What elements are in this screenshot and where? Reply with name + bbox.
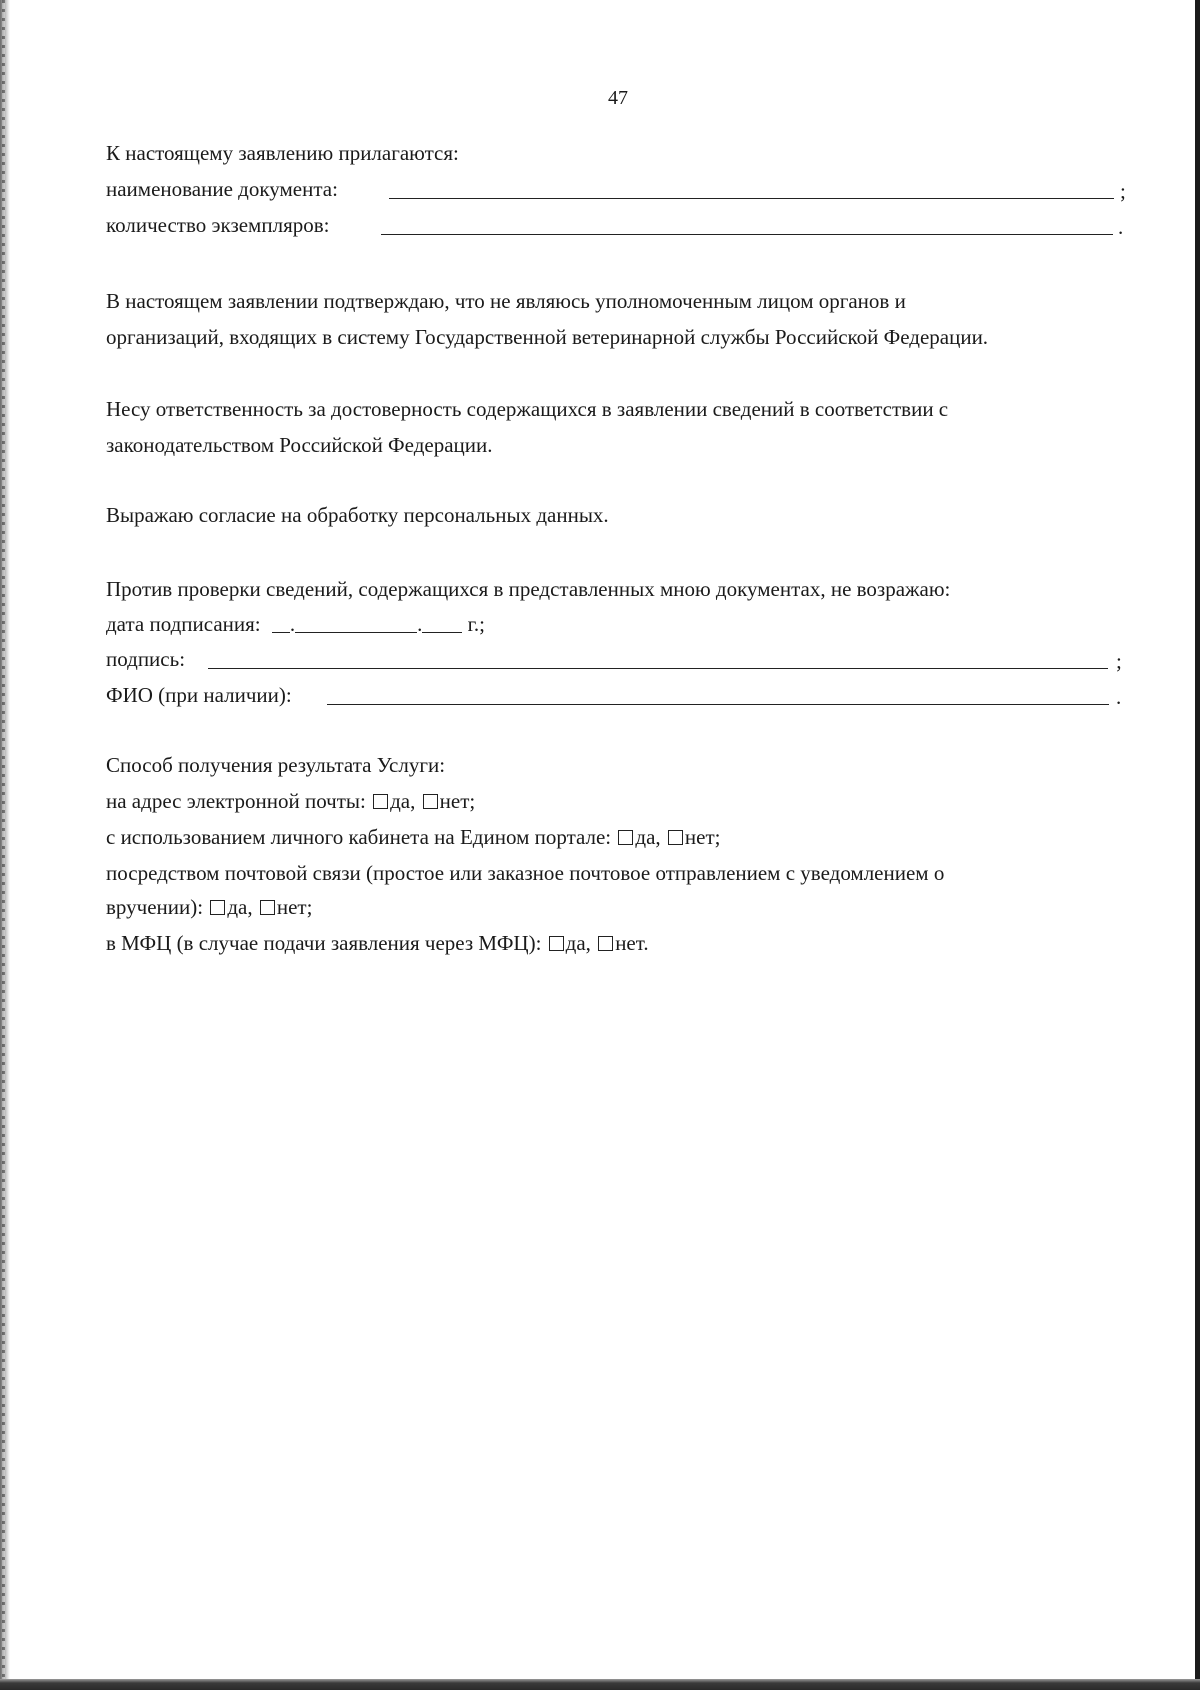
verification-heading: Против проверки сведений, содержащихся в представленных мною документах, не возражаю: bbox=[106, 577, 951, 601]
doc-name-end: ; bbox=[1120, 179, 1126, 203]
date-year-blank[interactable] bbox=[422, 614, 462, 633]
consent-text: Выражаю согласие на обработку персональных данных. bbox=[106, 503, 609, 527]
delivery-heading: Способ получения результата Услуги: bbox=[106, 753, 446, 777]
delivery-post-yes-checkbox[interactable] bbox=[210, 900, 225, 915]
delivery-post-yes-label: да, bbox=[227, 895, 253, 919]
confirm-line-2: организаций, входящих в систему Государственной ветеринарной службы Российской Федерации. bbox=[106, 325, 989, 349]
confirm-line-1: В настоящем заявлении подтверждаю, что не являюсь уполномоченным лицом органов и bbox=[106, 289, 906, 313]
responsibility-line-2: законодательством Российской Федерации. bbox=[106, 433, 493, 457]
delivery-mfc-no-checkbox[interactable] bbox=[598, 936, 613, 951]
delivery-post-line-1: посредством почтовой связи (простое или заказное почтовое отправлением с уведомлением о bbox=[106, 861, 945, 885]
delivery-portal-yes-label: да, bbox=[635, 825, 661, 849]
delivery-portal-row bbox=[106, 824, 720, 850]
delivery-email-no-label: нет; bbox=[439, 789, 476, 813]
date-day-blank[interactable] bbox=[272, 614, 290, 633]
delivery-email-yes-checkbox[interactable] bbox=[373, 794, 388, 809]
delivery-mfc-row bbox=[106, 930, 649, 956]
delivery-portal-yes-checkbox[interactable] bbox=[618, 830, 633, 845]
delivery-post-row bbox=[106, 894, 312, 920]
date-label: дата подписания: bbox=[106, 612, 261, 636]
delivery-mfc-yes-label: да, bbox=[565, 931, 591, 955]
responsibility-line-1: Несу ответственность за достоверность содержащихся в заявлении сведений в соответствии с bbox=[106, 397, 949, 421]
doc-name-blank[interactable] bbox=[389, 178, 1114, 199]
date-separator-1: . bbox=[289, 612, 296, 636]
delivery-email-yes-label: да, bbox=[390, 789, 416, 813]
delivery-portal-no-label: нет; bbox=[684, 825, 721, 849]
signature-blank[interactable] bbox=[208, 648, 1108, 669]
page-number: 47 bbox=[608, 87, 628, 109]
date-month-blank[interactable] bbox=[295, 614, 417, 633]
doc-name-field bbox=[106, 176, 1126, 202]
delivery-mfc-yes-checkbox[interactable] bbox=[549, 936, 564, 951]
scan-bottom-edge bbox=[0, 1679, 1200, 1690]
fio-blank[interactable] bbox=[327, 684, 1109, 705]
copies-blank[interactable] bbox=[381, 214, 1113, 235]
signature-end: ; bbox=[1116, 649, 1122, 673]
delivery-portal-no-checkbox[interactable] bbox=[668, 830, 683, 845]
date-suffix: г.; bbox=[467, 612, 485, 636]
scan-left-edge bbox=[0, 0, 10, 1690]
fio-label: ФИО (при наличии): bbox=[106, 683, 292, 707]
copies-end: . bbox=[1118, 215, 1124, 239]
date-field bbox=[106, 611, 485, 637]
attachments-heading: К настоящему заявлению прилагаются: bbox=[106, 141, 459, 165]
delivery-email-row bbox=[106, 788, 475, 814]
copies-label: количество экземпляров: bbox=[106, 213, 330, 237]
delivery-mfc-label: в МФЦ (в случае подачи заявления через МФЦ): bbox=[106, 931, 542, 955]
date-separator-2: . bbox=[417, 612, 423, 636]
signature-label: подпись: bbox=[106, 647, 186, 671]
fio-field bbox=[106, 682, 1126, 708]
delivery-post-no-label: нет; bbox=[276, 895, 313, 919]
delivery-portal-label: с использованием личного кабинета на Едином портале: bbox=[106, 825, 612, 849]
delivery-post-no-checkbox[interactable] bbox=[260, 900, 275, 915]
scan-right-edge bbox=[1195, 0, 1200, 1690]
delivery-email-label: на адрес электронной почты: bbox=[106, 789, 366, 813]
delivery-post-label: вручении): bbox=[106, 895, 204, 919]
delivery-mfc-no-label: нет. bbox=[615, 931, 649, 955]
doc-name-label: наименование документа: bbox=[106, 177, 338, 201]
fio-end: . bbox=[1116, 685, 1122, 709]
signature-field bbox=[106, 646, 1126, 672]
delivery-email-no-checkbox[interactable] bbox=[423, 794, 438, 809]
copies-field bbox=[106, 212, 1126, 238]
